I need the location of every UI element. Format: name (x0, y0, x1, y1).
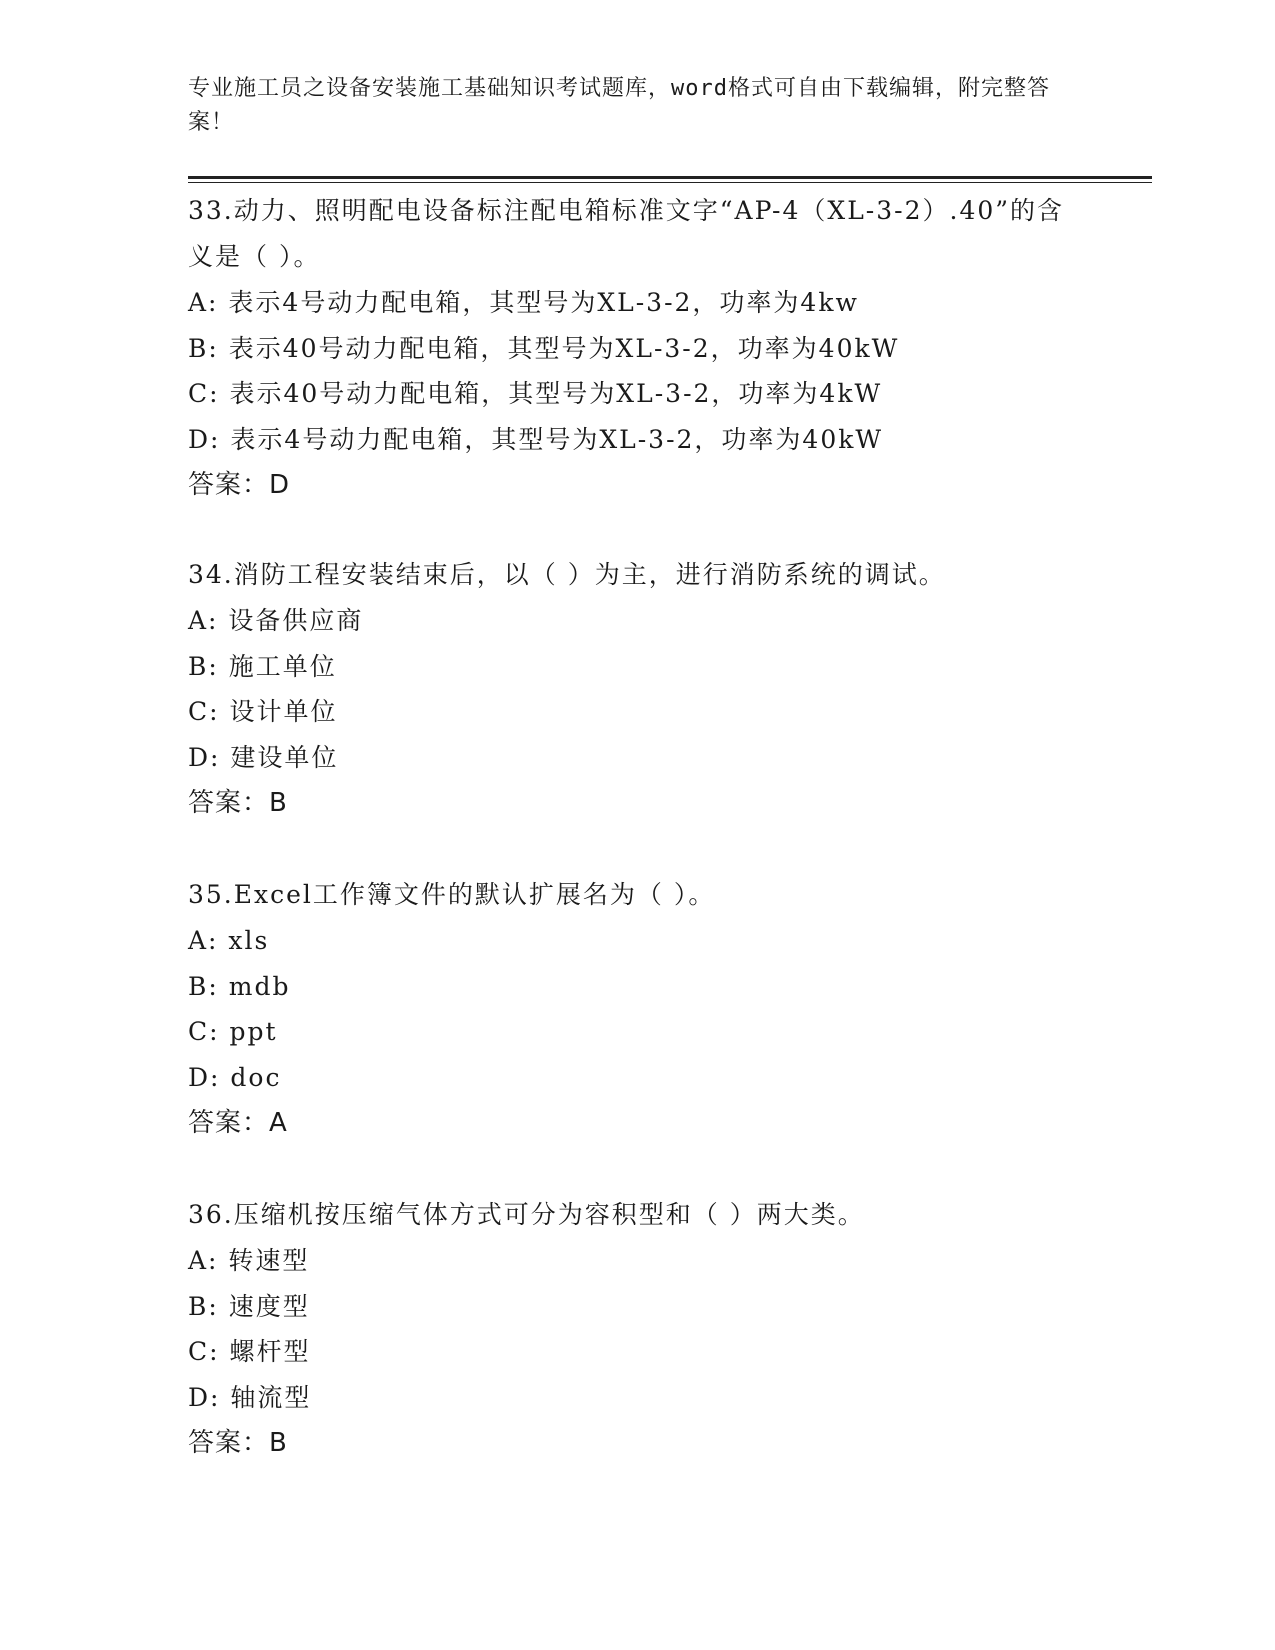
question-stem: 34.消防工程安装结束后，以（ ）为主，进行消防系统的调试。 (188, 560, 946, 589)
answer-line: 答案：B (188, 1428, 288, 1458)
option-c: C: 设计单位 (188, 697, 338, 726)
option-c: C: ppt (188, 1017, 278, 1046)
header-divider-thin (188, 182, 1152, 183)
document-header: 专业施工员之设备安装施工基础知识考试题库，word格式可自由下载编辑，附完整答案！ (188, 76, 1050, 135)
question-stem: 33.动力、照明配电设备标注配电箱标准文字“AP-4（XL-3-2）.40”的含义是（ ）。 (188, 196, 1065, 271)
option-b: B: 速度型 (188, 1291, 310, 1321)
option-b: B: 施工单位 (188, 651, 337, 681)
option-d: D: 表示4号动力配电箱，其型号为XL-3-2，功率为40kW (188, 424, 884, 454)
header-divider-thick (188, 176, 1152, 179)
option-c: C: 表示40号动力配电箱，其型号为XL-3-2，功率为4kW (188, 379, 883, 408)
option-a: A: 转速型 (188, 1246, 310, 1275)
option-a: A: 表示4号动力配电箱，其型号为XL-3-2，功率为4kw (188, 288, 859, 317)
option-b: B: mdb (188, 971, 291, 1001)
question-stem: 36.压缩机按压缩气体方式可分为容积型和（ ）两大类。 (188, 1200, 865, 1229)
answer-line: 答案：D (188, 470, 291, 500)
option-a: A: xls (188, 926, 270, 955)
question-stem: 35.Excel工作簿文件的默认扩展名为（ ）。 (188, 880, 716, 909)
option-b: B: 表示40号动力配电箱，其型号为XL-3-2，功率为40kW (188, 333, 900, 363)
option-a: A: 设备供应商 (188, 606, 364, 635)
question-33 (188, 188, 1088, 508)
question-34 (188, 552, 1088, 826)
question-36 (188, 1192, 1088, 1466)
question-35 (188, 872, 1088, 1146)
option-d: D: 建设单位 (188, 742, 339, 772)
answer-line: 答案：B (188, 788, 288, 818)
option-d: D: doc (188, 1062, 282, 1092)
option-d: D: 轴流型 (188, 1382, 312, 1412)
answer-line: 答案：A (188, 1108, 288, 1138)
option-c: C: 螺杆型 (188, 1337, 311, 1366)
